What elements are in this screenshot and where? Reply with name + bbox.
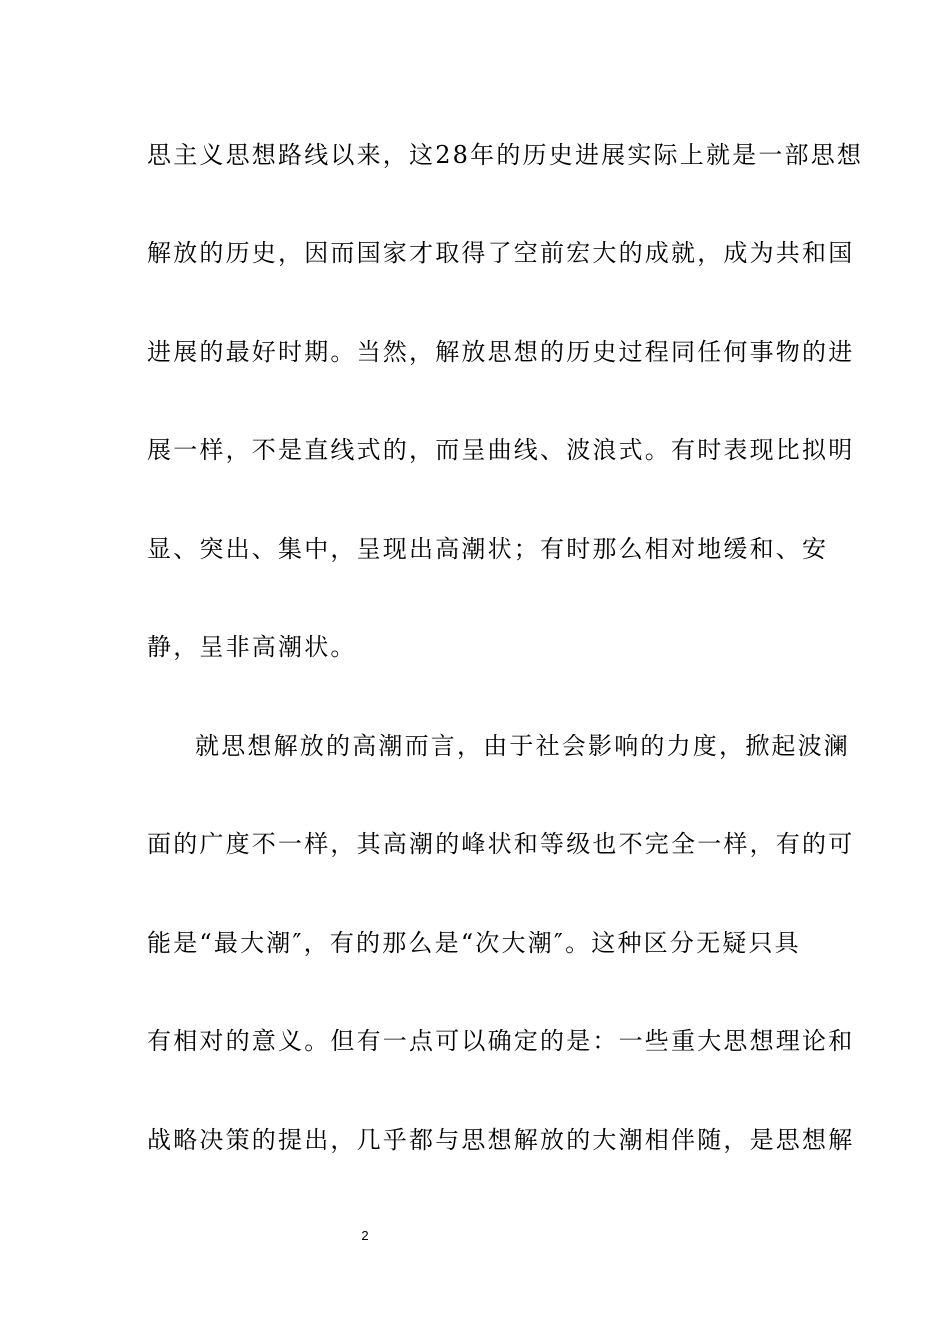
text-line: 解放的历史，因而国家才取得了空前宏大的成就，成为共和国 bbox=[147, 239, 855, 267]
text-line: 显、突出、集中，呈现出高潮状；有时那么相对地缓和、安 bbox=[147, 535, 829, 563]
text-line: 进展的最好时期。当然，解放思想的历史过程同任何事物的进 bbox=[147, 338, 855, 366]
text-line: 能是“最大潮″，有的那么是“次大潮″。这种区分无疑只具 bbox=[147, 929, 801, 957]
text-line: 战略决策的提出，几乎都与思想解放的大潮相伴随，是思想解 bbox=[147, 1126, 855, 1154]
text-line: 展一样，不是直线式的，而呈曲线、波浪式。有时表现比拟明 bbox=[147, 436, 855, 464]
text-line: 有相对的意义。但有一点可以确定的是：一些重大思想理论和 bbox=[147, 1027, 855, 1055]
text-line: 思主义思想路线以来，这28年的历史进展实际上就是一部思想 bbox=[147, 141, 864, 169]
paragraph-first-line: 就思想解放的高潮而言，由于社会影响的力度，掀起波澜 bbox=[195, 732, 850, 760]
page-number: 2 bbox=[361, 1228, 369, 1243]
text-line: 面的广度不一样，其高潮的峰状和等级也不完全一样，有的可 bbox=[147, 830, 855, 858]
text-line: 静，呈非高潮状。 bbox=[147, 633, 357, 661]
